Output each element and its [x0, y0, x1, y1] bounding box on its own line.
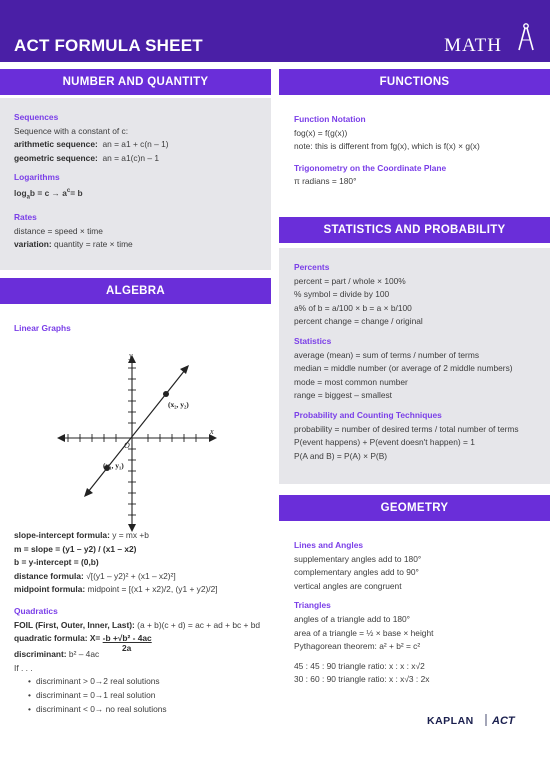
heading-logarithms: Logarithms [14, 172, 60, 183]
lines-line-3: vertical angles are congruent [294, 580, 402, 591]
band-algebra: ALGEBRA [0, 278, 271, 304]
section-number-quantity [14, 111, 269, 252]
stat-line-3: mode = most common number [294, 376, 408, 387]
percent-line-3: a% of b = a/100 × b = a × b/100 [294, 302, 412, 313]
quadratic-formula-line: quadratic formula: X= -b +√b² - 4ac 2a [14, 632, 276, 646]
triangle-line-5: 30 : 60 : 90 triangle ratio: x : x√3 : 2x [294, 674, 430, 685]
intercept-line: b = y-intercept = (0,b) [14, 557, 99, 568]
stat-line-2: median = middle number (or average of 2 middle numbers) [294, 363, 513, 374]
band-functions: FUNCTIONS [279, 69, 550, 95]
trig-line-1: π radians = 180° [294, 176, 357, 187]
seq-line-1: Sequence with a constant of c: [14, 125, 129, 136]
heading-trigonometry: Trigonometry on the Coordinate Plane [294, 162, 447, 173]
rate-line-2: variation: quantity = rate × time [14, 239, 133, 250]
band-statistics: STATISTICS AND PROBABILITY [279, 217, 550, 243]
discriminant-bullet-3: • discriminant < 0→ no real solutions [14, 703, 276, 717]
page-title: ACT FORMULA SHEET [14, 36, 203, 55]
percent-line-4: percent change = change / original [294, 316, 423, 327]
triangle-line-1: angles of a triangle add to 180° [294, 613, 411, 624]
band-number-quantity: NUMBER AND QUANTITY [0, 69, 271, 95]
heading-sequences: Sequences [14, 112, 59, 122]
kaplan-act-logo [427, 710, 522, 730]
heading-quadratics: Quadratics [14, 605, 58, 616]
triangle-line-4: 45 : 45 : 90 triangle ratio: x : x : x√2 [294, 660, 425, 671]
log-line: $\log_ab = c \to a^c= b$ [14, 187, 83, 201]
discriminant-bullet-2: • discriminant = 0→1 real solution [14, 689, 276, 703]
function-line-1: fog(x) = f(g(x)) [294, 127, 348, 138]
section-geometry [294, 539, 549, 687]
slope-line: m = slope = (y1 – y2) / (x1 – x2) [14, 543, 137, 554]
graph-x-label: x [210, 427, 214, 436]
rate-line-1: distance = speed × time [14, 225, 103, 236]
subject-title: MATH [444, 35, 502, 56]
compass-icon [516, 22, 536, 52]
percent-line-1: percent = part / whole × 100% [294, 275, 406, 286]
prob-line-2: P(event happens) + P(event doesn't happen) = 1 [294, 437, 475, 448]
distance-line: distance formula: √[(y1 – y2)² + (x1 – x2)²] [14, 570, 176, 581]
seq-line-3: geometric sequence: an = a1(c)n – 1 [14, 152, 160, 163]
if-line: If . . . [14, 662, 33, 673]
foil-line: FOIL (First, Outer, Inner, Last): (a + b)(c + d) = ac + ad + bc + bd [14, 619, 261, 630]
heading-linear-graphs: Linear Graphs [14, 323, 71, 333]
section-statistics [294, 261, 549, 463]
discriminant-bullet-1: • discriminant > 0→2 real solutions [14, 675, 276, 689]
midpoint-line: midpoint formula: midpoint = [(x1 + x2)/2, (y1 + y2)/2] [14, 584, 218, 595]
triangle-line-3: Pythagorean theorem: a² + b² = c² [294, 641, 421, 652]
heading-probability: Probability and Counting Techniques [294, 409, 442, 420]
stat-line-4: range = biggest – smallest [294, 390, 392, 401]
heading-statistics: Statistics [294, 335, 332, 346]
linear-graph [40, 352, 230, 532]
logo-act: ACT [492, 715, 515, 727]
band-geometry: GEOMETRY [279, 495, 550, 521]
graph-point-2-label: (x₂, y₂) [168, 400, 189, 409]
heading-triangles: Triangles [294, 600, 331, 611]
graph-y-label: y [129, 352, 133, 360]
graph-point-2 [163, 391, 169, 397]
header-bar [0, 0, 550, 62]
prob-line-1: probability = number of desired terms / total number of terms [294, 423, 519, 434]
heading-rates: Rates [14, 212, 37, 223]
slope-intercept-line: slope-intercept formula: y = mx +b [14, 530, 149, 540]
quadratic-denominator: 2a [122, 643, 132, 654]
heading-function-notation: Function Notation [294, 114, 366, 124]
section-algebra-formulas [14, 529, 276, 716]
discriminant-line: discriminant: b² – 4ac [14, 649, 100, 660]
lines-line-1: supplementary angles add to 180° [294, 553, 422, 564]
graph-origin-label: O [124, 441, 130, 450]
seq-line-2: arithmetic sequence: an = a1 + c(n – 1) [14, 139, 169, 150]
section-linear-graphs-heading [14, 322, 269, 336]
stat-line-1: average (mean) = sum of terms / number of terms [294, 349, 480, 360]
logo-kaplan: KAPLAN [427, 715, 474, 727]
lines-line-2: complementary angles add to 90° [294, 567, 419, 578]
percent-line-2: % symbol = divide by 100 [294, 289, 390, 300]
heading-lines-angles: Lines and Angles [294, 540, 364, 550]
prob-line-3: P(A and B) = P(A) × P(B) [294, 450, 388, 461]
triangle-line-2: area of a triangle = ½ × base × height [294, 627, 434, 638]
section-functions [294, 113, 549, 189]
graph-point-1-label: (x₁, y₁) [103, 461, 124, 470]
heading-percents: Percents [294, 262, 330, 272]
function-line-2: note: this is different from fg(x), which is f(x) × g(x) [294, 141, 480, 152]
